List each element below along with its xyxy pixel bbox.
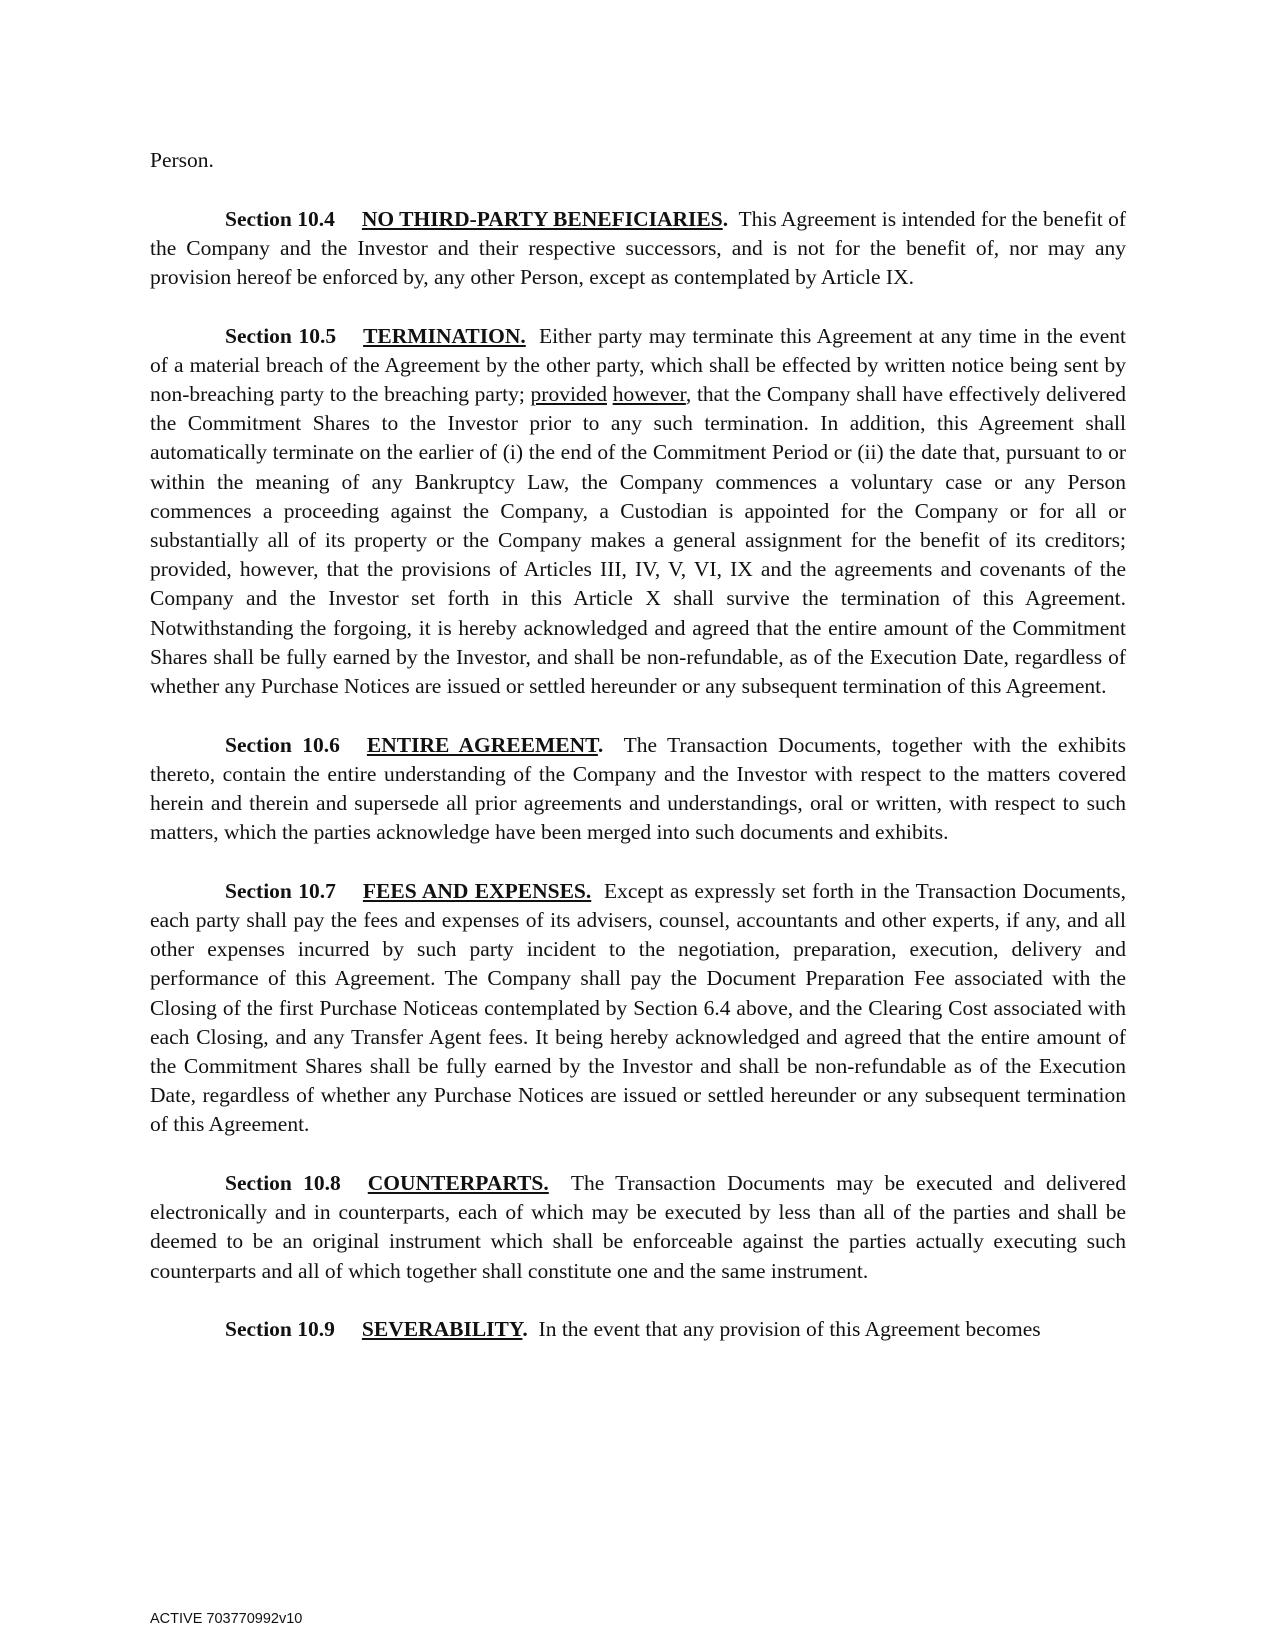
- section-number: Section 10.7: [225, 878, 336, 903]
- document-body: [150, 146, 1126, 1344]
- section-number: Section 10.4: [225, 206, 335, 231]
- section-10-4: Section 10.4 NO THIRD-PARTY BENEFICIARIES. This Agreement is intended for the benefit of the Company and the Investor and their respective successors, and is not for the benefit of, nor may any provision hereof be enforced by, any other Person, except as contemplated by Article IX.: [150, 206, 1126, 289]
- section-body: In the event that any provision of this Agreement becomes: [538, 1317, 1041, 1342]
- section-heading: TERMINATION.: [363, 323, 526, 348]
- section-body-part-2: , that the Company shall have effectively delivered the Commitment Shares to the Investor prior to any such termination. In addition, this Agreement shall automatically terminate on the earlier of (i) the end of the Commitment Period or (ii) the date that, pursuant to or within the meaning of any Bankruptcy Law, the Company commences a voluntary case or any Person commences a proceeding against the Company, a Custodian is appointed for the Company or for all or substantially all of its property or the Company makes a general assignment for the benefit of its creditors; provided, however, that the provisions of Articles III, IV, V, VI, IX and the agreements and covenants of the Company and the Investor set forth in this Article X shall survive the termination of this Agreement. Notwithstanding the forgoing, it is hereby acknowledged and agreed that the entire amount of the Commitment Shares shall be fully earned by the Investor, and shall be non-refundable, as of the Execution Date, regardless of whether any Purchase Notices are issued or settled hereunder or any subsequent termination of this Agreement.: [150, 382, 1127, 699]
- section-body: Except as expressly set forth in the Transaction Documents, each party shall pay the fees and expenses of its advisers, counsel, accountants and other experts, if any, and all other expenses incurred by such party incident to the negotiation, preparation, execution, delivery and performance of this Agreement. The Company shall pay the Document Preparation Fee associated with the Closing of the first Purchase Noticeas contemplated by Section 6.4 above, and the Clearing Cost associated with each Closing, and any Transfer Agent fees. It being hereby acknowledged and agreed that the entire amount of the Commitment Shares shall be fully earned by the Investor and shall be non-refundable as of the Execution Date, regardless of whether any Purchase Notices are issued or settled hereunder or any subsequent termination of this Agreement.: [150, 878, 1126, 1137]
- section-body: The Transaction Documents, together with the exhibits thereto, contain the entire understanding of the Company and the Investor with respect to the matters covered herein and therein and supersede all prior agreements and understandings, oral or written, with respect to such matters, which the parties acknowledge have been merged into such documents and exhibits.: [150, 732, 1126, 845]
- section-body: The Transaction Documents may be executed and delivered electronically and in counterparts, each of which may be executed by less than all of the parties and shall be deemed to be an original instrument which shall be enforceable against the parties actually executing such counterparts and all of which together shall constitute one and the same instrument.: [150, 1171, 1126, 1283]
- underlined-provided: provided: [530, 382, 607, 406]
- continuation-text: Person.: [150, 148, 214, 172]
- document-footer-id: ACTIVE 703770992v10: [150, 1611, 303, 1627]
- section-heading: FEES AND EXPENSES.: [362, 878, 592, 903]
- section-body: This Agreement is intended for the benefit of the Company and the Investor and their respective successors, and is not for the benefit of, nor may any provision hereof be enforced by, any other Person, except as contemplated by Article IX.: [150, 206, 1126, 289]
- section-heading: ENTIRE AGREEMENT: [366, 732, 598, 757]
- section-10-6: Section 10.6 ENTIRE AGREEMENT. The Transaction Documents, together with the exhibits thereto, contain the entire understanding of the Company and the Investor with respect to the matters covered herein and therein and supersede all prior agreements and understandings, oral or written, with respect to such matters, which the parties acknowledge have been merged into such documents and exhibits.: [150, 732, 1126, 845]
- section-heading: COUNTERPARTS.: [367, 1171, 549, 1196]
- section-number: Section 10.5: [225, 323, 337, 348]
- section-10-9: Section 10.9 SEVERABILITY. In the event that any provision of this Agreement becomes: [225, 1317, 1041, 1342]
- section-number: Section 10.8: [225, 1171, 341, 1196]
- underlined-however: however: [612, 382, 686, 406]
- section-number: Section 10.6: [225, 732, 340, 757]
- section-body-part-1: Either party may terminate this Agreement at any time in the event of a material breach of the Agreement by the other party, which shall be effected by written notice being sent by non-breaching party to the breaching party;: [150, 323, 1126, 406]
- section-10-7: [150, 877, 1126, 1140]
- section-heading: NO THIRD-PARTY BENEFICIARIES: [361, 206, 723, 231]
- section-10-5: [150, 322, 1126, 702]
- section-number: Section 10.9: [225, 1317, 335, 1342]
- section-10-8: [150, 1169, 1126, 1286]
- section-heading: SEVERABILITY: [361, 1317, 523, 1342]
